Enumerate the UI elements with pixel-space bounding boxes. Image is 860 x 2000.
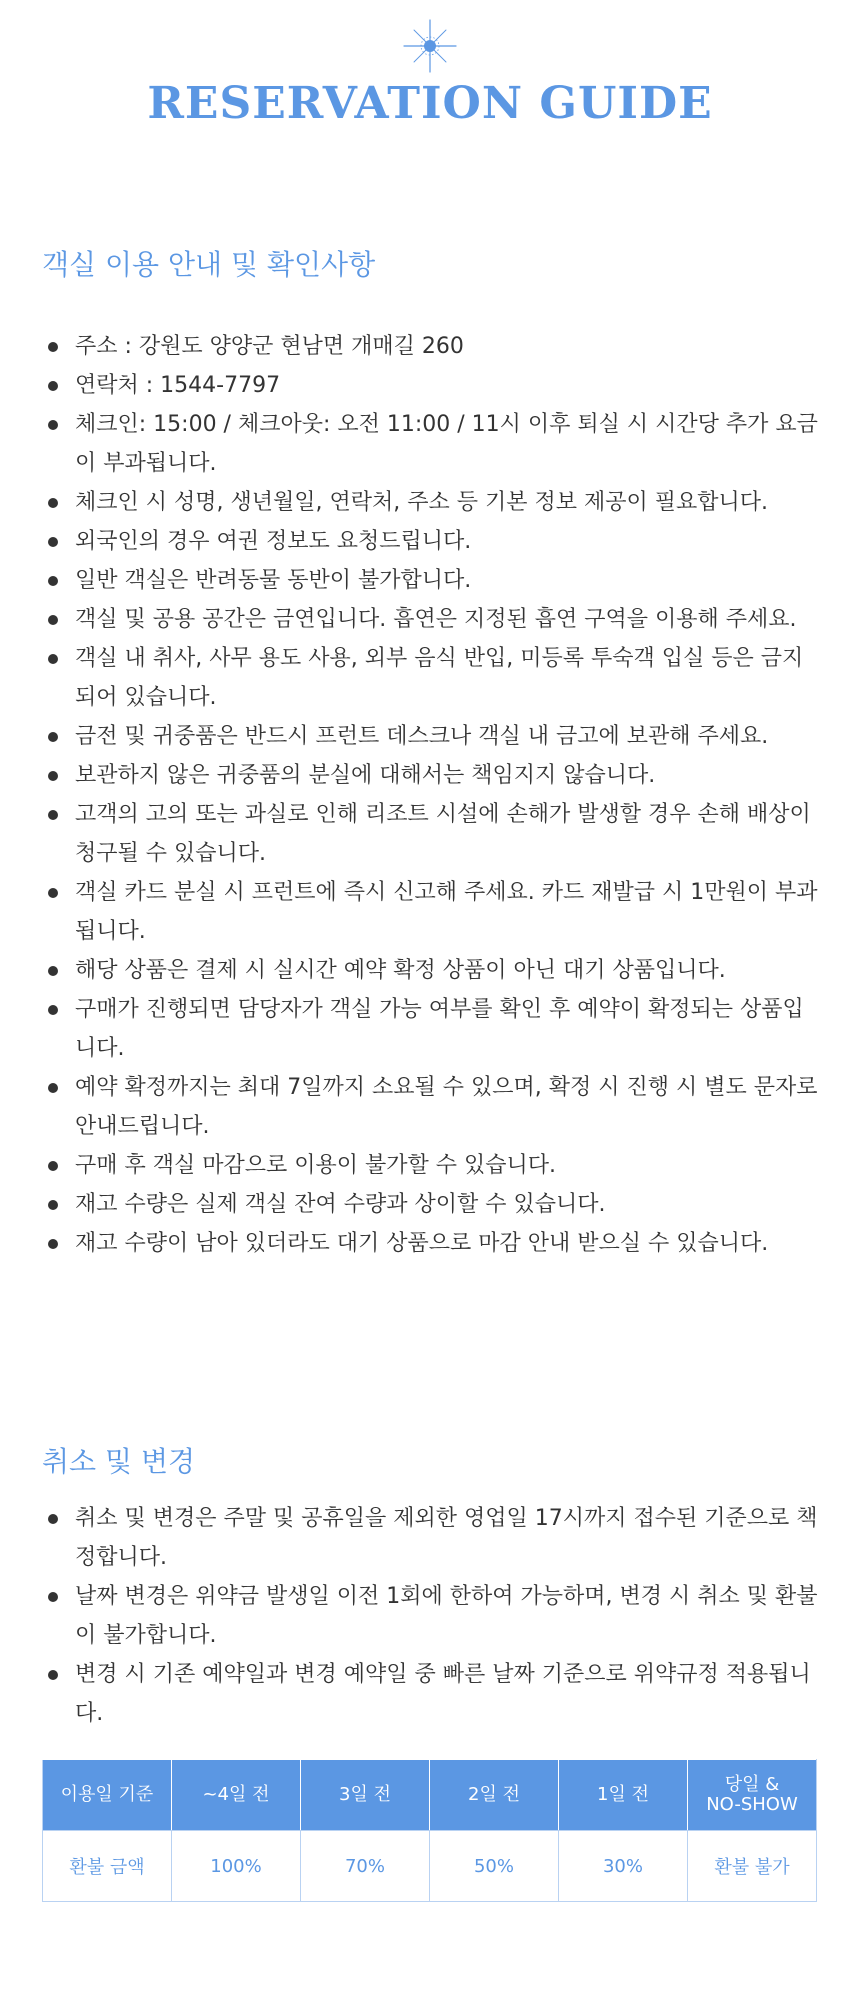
table-cell: 환불 불가 [688,1831,817,1902]
cancellation-list [42,1499,818,1733]
room-usage-list [42,327,818,1263]
table-header-cell: ~4일 전 [172,1760,301,1831]
list-item: 재고 수량은 실제 객실 잔여 수량과 상이할 수 있습니다. [42,1185,818,1224]
table-cell: 100% [172,1831,301,1902]
list-item: 보관하지 않은 귀중품의 분실에 대해서는 책임지지 않습니다. [42,756,818,795]
list-item: 객실 내 취사, 사무 용도 사용, 외부 음식 반입, 미등록 투숙객 입실 등은 금지되어 있습니다. [42,639,818,717]
table-header-cell: 2일 전 [430,1760,559,1831]
list-item: 연락처 : 1544-7797 [42,366,818,405]
page-header [0,18,860,129]
table-header-cell: 이용일 기준 [43,1760,172,1831]
section-title-cancellation: 취소 및 변경 [42,1445,196,1478]
list-item: 재고 수량이 남아 있더라도 대기 상품으로 마감 안내 받으실 수 있습니다. [42,1224,818,1263]
room-usage-section [42,243,818,1263]
list-item: 주소 : 강원도 양양군 현남면 개매길 260 [42,327,818,366]
list-item: 고객의 고의 또는 과실로 인해 리조트 시설에 손해가 발생할 경우 손해 배상이 청구될 수 있습니다. [42,795,818,873]
table-cell: 70% [301,1831,430,1902]
sparkle-icon [398,18,462,74]
list-item: 객실 카드 분실 시 프런트에 즉시 신고해 주세요. 카드 재발급 시 1만원이 부과됩니다. [42,873,818,951]
list-item: 금전 및 귀중품은 반드시 프런트 데스크나 객실 내 금고에 보관해 주세요. [42,717,818,756]
list-item: 체크인 시 성명, 생년월일, 연락처, 주소 등 기본 정보 제공이 필요합니다. [42,483,818,522]
table-header-row [43,1760,817,1831]
list-item: 변경 시 기존 예약일과 변경 예약일 중 빠른 날짜 기준으로 위약규정 적용됩니다. [42,1655,818,1733]
list-item: 객실 및 공용 공간은 금연입니다. 흡연은 지정된 흡연 구역을 이용해 주세요. [42,600,818,639]
table-cell: 환불 금액 [43,1831,172,1902]
list-item: 취소 및 변경은 주말 및 공휴일을 제외한 영업일 17시까지 접수된 기준으로 책정합니다. [42,1499,818,1577]
table-row [43,1831,817,1902]
list-item: 해당 상품은 결제 시 실시간 예약 확정 상품이 아닌 대기 상품입니다. [42,951,818,990]
section-title-room-usage: 객실 이용 안내 및 확인사항 [42,248,376,281]
list-item: 일반 객실은 반려동물 동반이 불가합니다. [42,561,818,600]
table-header-cell: 3일 전 [301,1760,430,1831]
list-item: 날짜 변경은 위약금 발생일 이전 1회에 한하여 가능하며, 변경 시 취소 및 환불이 불가합니다. [42,1577,818,1655]
table-cell: 30% [559,1831,688,1902]
list-item: 예약 확정까지는 최대 7일까지 소요될 수 있으며, 확정 시 진행 시 별도 문자로 안내드립니다. [42,1068,818,1146]
list-item: 구매 후 객실 마감으로 이용이 불가할 수 있습니다. [42,1146,818,1185]
table-header-cell: 1일 전 [559,1760,688,1831]
refund-policy-table [42,1759,817,1902]
table-cell: 50% [430,1831,559,1902]
list-item: 구매가 진행되면 담당자가 객실 가능 여부를 확인 후 예약이 확정되는 상품입니다. [42,990,818,1068]
list-item: 외국인의 경우 여권 정보도 요청드립니다. [42,522,818,561]
table-header-cell: 당일 & NO-SHOW [688,1760,817,1831]
list-item: 체크인: 15:00 / 체크아웃: 오전 11:00 / 11시 이후 퇴실 시 시간당 추가 요금이 부과됩니다. [42,405,818,483]
cancellation-section [42,1440,818,1733]
page-title: RESERVATION GUIDE [147,78,713,129]
